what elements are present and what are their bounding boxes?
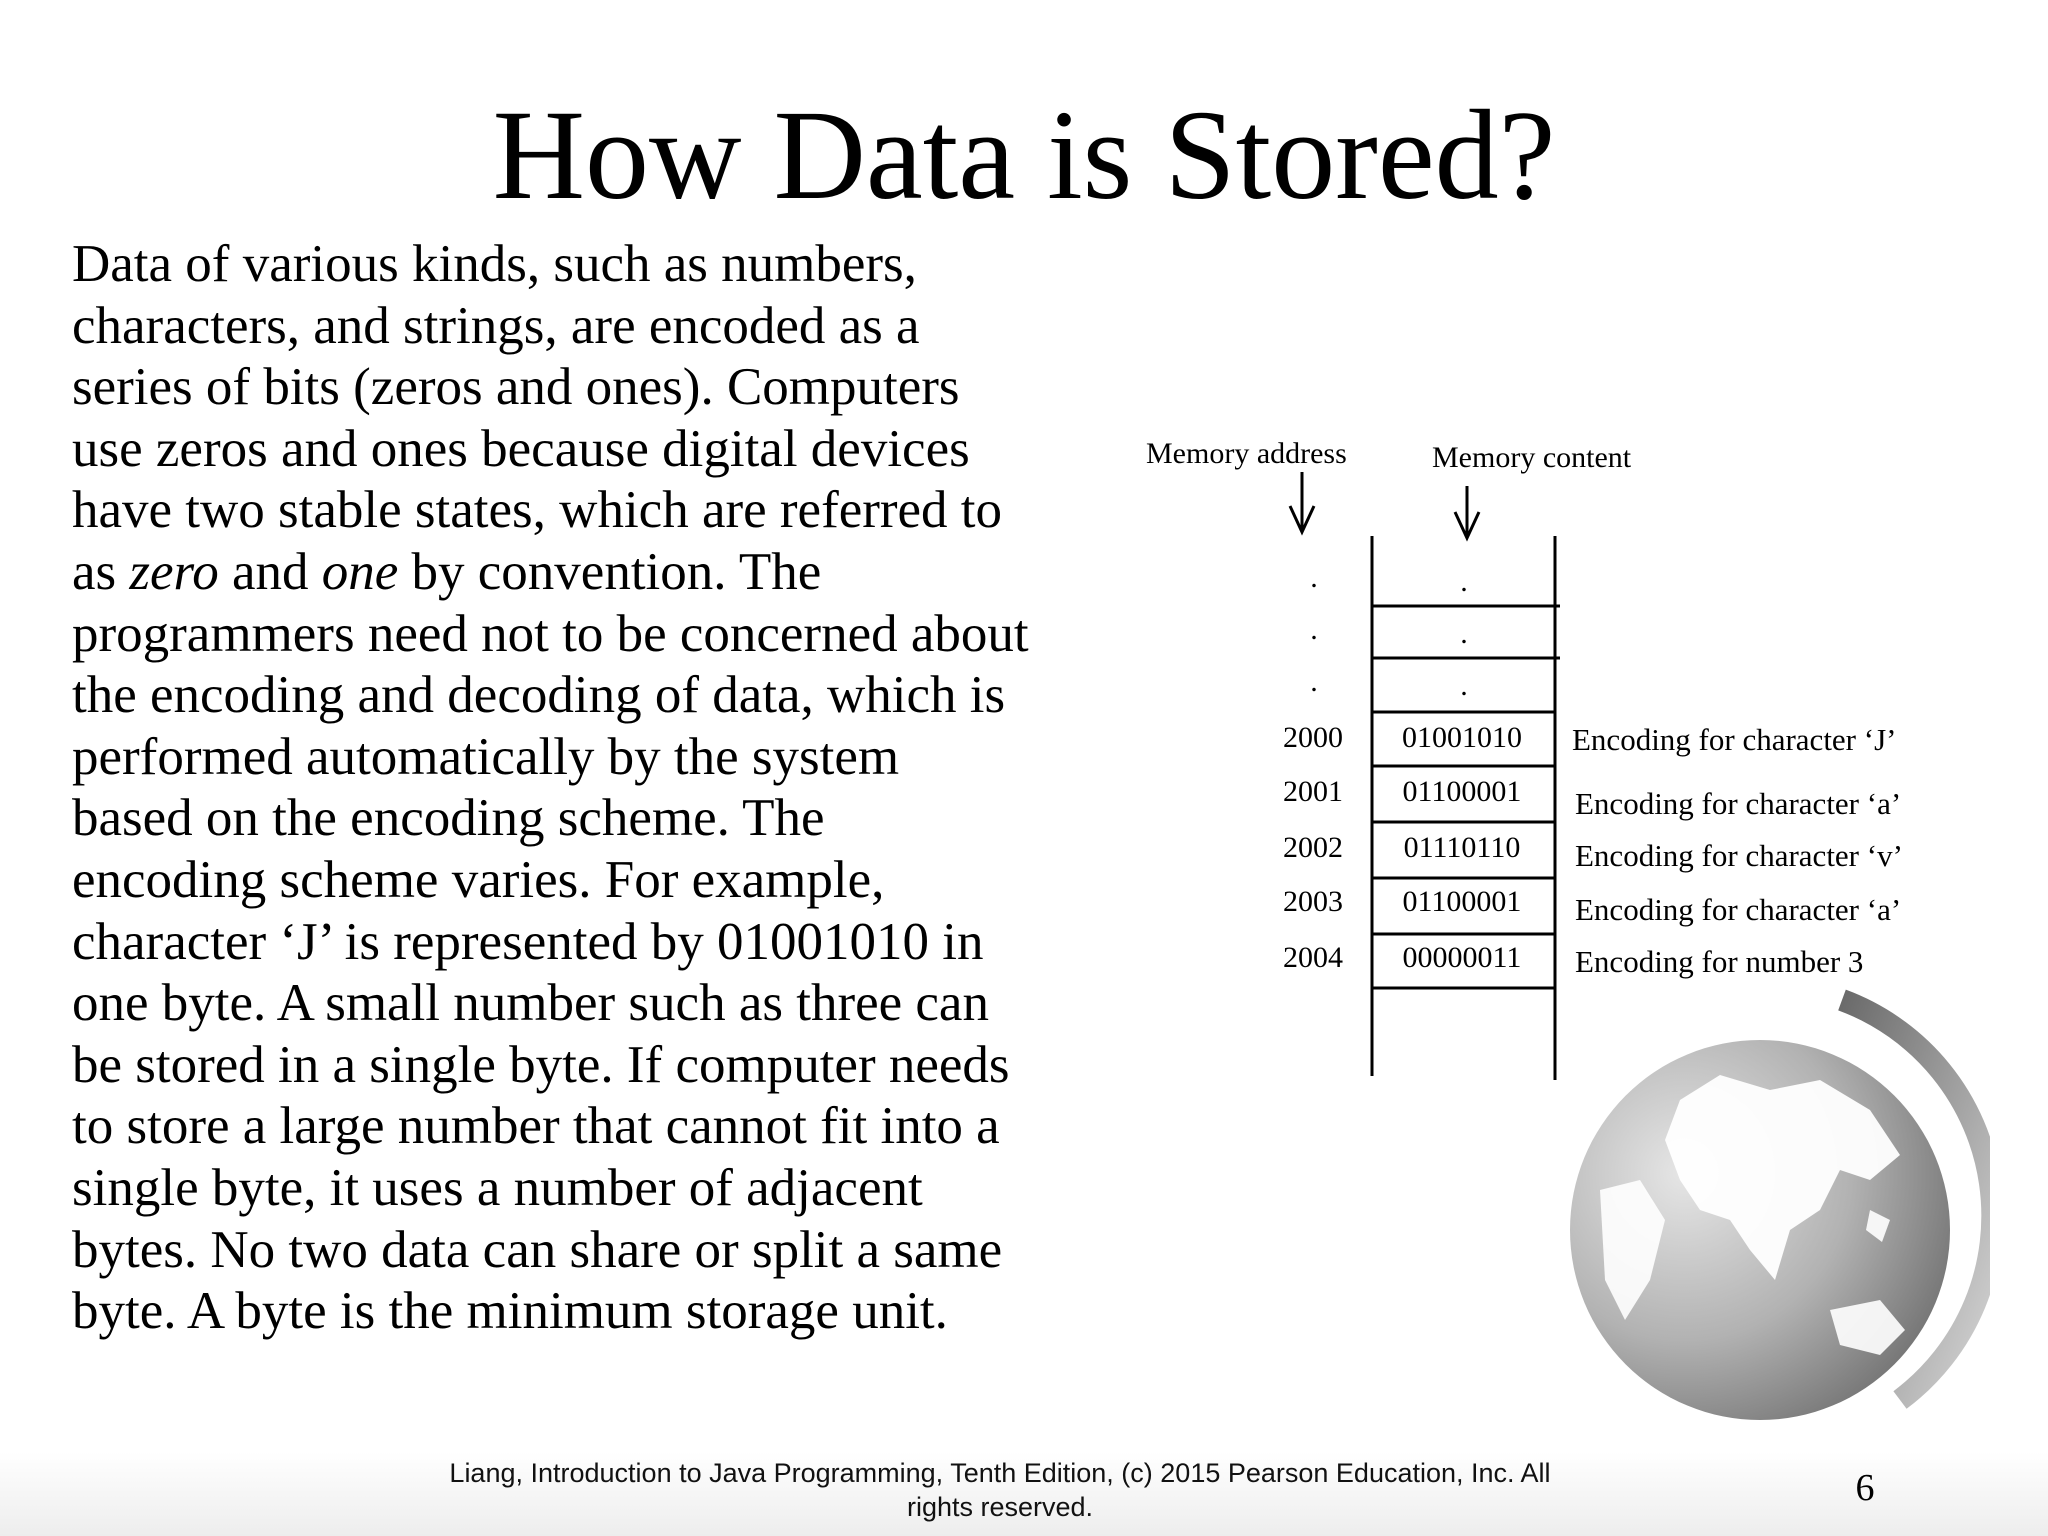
memory-address-label: Memory address bbox=[1146, 437, 1347, 470]
body-line: encoding scheme varies. For example, bbox=[72, 850, 885, 909]
term-one: one bbox=[321, 542, 399, 601]
address-ellipsis: . bbox=[1310, 561, 1318, 594]
body-line: use zeros and ones because digital devices bbox=[72, 419, 970, 478]
content-arrow-icon bbox=[1455, 486, 1479, 538]
footer-copyright bbox=[340, 1456, 1660, 1524]
body-line: programmers need not to be concerned about bbox=[72, 604, 1029, 663]
body-line-part: as bbox=[72, 542, 130, 601]
encoding-description: Encoding for character ‘a’ bbox=[1575, 892, 1902, 927]
encoding-description: Encoding for number 3 bbox=[1575, 944, 1864, 979]
body-line: have two stable states, which are referred to bbox=[72, 481, 1003, 540]
memory-address: 2003 bbox=[1283, 885, 1343, 918]
body-line-part: and bbox=[218, 542, 322, 601]
body-line: single byte, it uses a number of adjacent bbox=[72, 1158, 923, 1217]
body-line: bytes. No two data can share or split a same bbox=[72, 1220, 1003, 1279]
encoding-description: Encoding for character ‘J’ bbox=[1572, 722, 1897, 757]
footer-line: Liang, Introduction to Java Programming, Tenth Edition, (c) 2015 Pearson Education, Inc. All bbox=[449, 1458, 1551, 1488]
memory-address: 2002 bbox=[1283, 831, 1343, 864]
body-line: based on the encoding scheme. The bbox=[72, 789, 825, 848]
body-line: characters, and strings, are encoded as a bbox=[72, 296, 920, 355]
body-line: to store a large number that cannot fit into a bbox=[72, 1097, 1000, 1156]
body-line-part: by convention. The bbox=[398, 542, 822, 601]
footer-line: rights reserved. bbox=[906, 1492, 1094, 1522]
page-number: 6 bbox=[1855, 1467, 1875, 1509]
memory-address: 2000 bbox=[1283, 721, 1343, 754]
slide-title: How Data is Stored? bbox=[492, 84, 1556, 226]
memory-content: 01001010 bbox=[1402, 721, 1522, 754]
body-line: the encoding and decoding of data, which is bbox=[72, 666, 1006, 725]
content-ellipsis: . bbox=[1460, 617, 1468, 650]
body-line: character ‘J’ is represented by 01001010 in bbox=[72, 912, 984, 971]
encoding-description: Encoding for character ‘v’ bbox=[1575, 838, 1903, 873]
memory-content: 01100001 bbox=[1402, 885, 1522, 918]
memory-content: 00000011 bbox=[1402, 941, 1522, 974]
body-line: performed automatically by the system bbox=[72, 727, 900, 786]
globe-icon bbox=[1570, 980, 1990, 1420]
encoding-description: Encoding for character ‘a’ bbox=[1575, 786, 1902, 821]
memory-address: 2001 bbox=[1283, 775, 1343, 808]
address-arrow-icon bbox=[1290, 472, 1314, 532]
address-ellipsis: . bbox=[1310, 613, 1318, 646]
content-ellipsis: . bbox=[1460, 565, 1468, 598]
memory-content: 01110110 bbox=[1403, 831, 1521, 864]
body-line: series of bits (zeros and ones). Computers bbox=[72, 358, 960, 417]
content-ellipsis: . bbox=[1460, 669, 1468, 702]
memory-content: 01100001 bbox=[1402, 775, 1522, 808]
body-line: be stored in a single byte. If computer needs bbox=[72, 1035, 1010, 1094]
memory-content-label: Memory content bbox=[1432, 441, 1632, 474]
address-ellipsis: . bbox=[1310, 665, 1318, 698]
memory-address: 2004 bbox=[1283, 941, 1343, 974]
body-line: Data of various kinds, such as numbers, bbox=[72, 235, 917, 293]
term-zero: zero bbox=[129, 542, 219, 601]
body-line: byte. A byte is the minimum storage unit. bbox=[72, 1282, 948, 1341]
body-line: one byte. A small number such as three can bbox=[72, 974, 989, 1033]
